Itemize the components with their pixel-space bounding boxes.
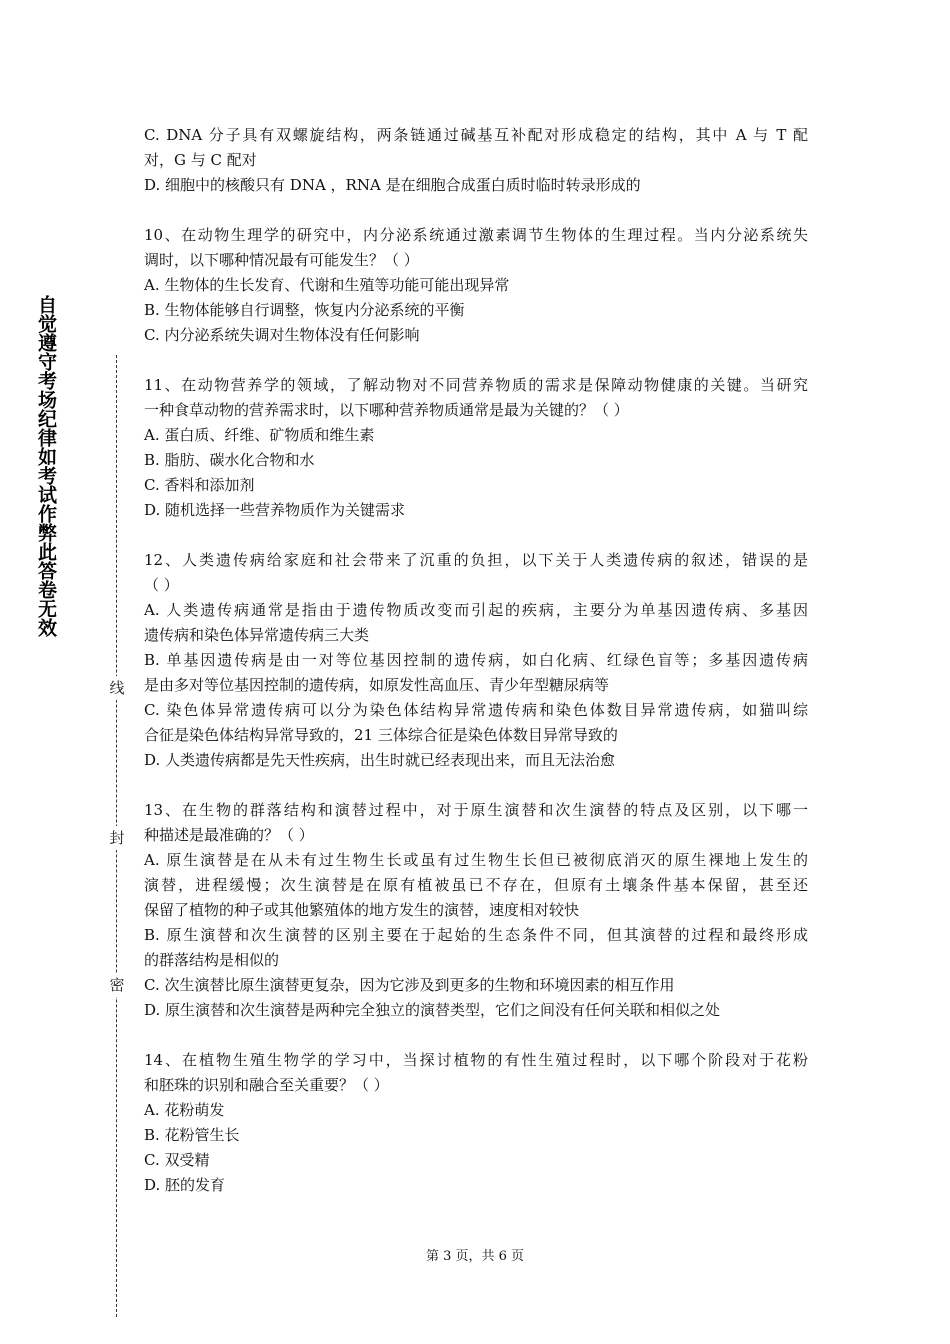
cut-label-seal: 封 [107,826,127,850]
option-c: C. 内分泌系统失调对生物体没有任何影响 [144,326,420,344]
option-a-cont: 遗传病和染色体异常遗传病三大类 [144,626,370,644]
option-b-cont: 的群落结构是相似的 [144,951,280,969]
question-stem: 11、在动物营养学的领域，了解动物对不同营养物质的需求是保障动物健康的关键。当研究 [144,376,808,394]
question-stem: 12、人类遗传病给家庭和社会带来了沉重的负担，以下关于人类遗传病的叙述，错误的是 [144,551,808,569]
question-14 [144,1048,808,1198]
question-stem-cont: 种描述是最准确的？（ ） [144,826,314,844]
option-b: B. 原生演替和次生演替的区别主要在于起始的生态条件不同，但其演替的过程和最终形成 [144,926,808,944]
option-a-cont: 演替，进程缓慢；次生演替是在原有植被虽已不存在，但原有土壤条件基本保留，甚至还 [144,876,808,894]
question-10 [144,223,808,348]
option-a: A. 人类遗传病通常是指由于遗传物质改变而引起的疾病，主要分为单基因遗传病、多基因 [144,601,808,619]
option-b: B. 生物体能够自行调整，恢复内分泌系统的平衡 [144,301,465,319]
option-b: B. 花粉管生长 [144,1126,240,1144]
option-d: D. 随机选择一些营养物质作为关键需求 [144,501,406,519]
option-c-cont: 对，G 与 C 配对 [144,151,257,169]
option-d: D. 人类遗传病都是先天性疾病，出生时就已经表现出来，而且无法治愈 [144,751,616,769]
question-9-continued [144,123,808,198]
question-stem: 14、在植物生殖生物学的学习中，当探讨植物的有性生殖过程时，以下哪个阶段对于花粉 [144,1051,808,1069]
question-stem-cont: （ ） [144,576,179,594]
page-number: 第 3 页，共 6 页 [425,1249,525,1264]
option-d: D. 原生演替和次生演替是两种完全独立的演替类型，它们之间没有任何关联和相似之处 [144,1001,721,1019]
option-a-cont-2: 保留了植物的种子或其他繁殖体的地方发生的演替，速度相对较快 [144,901,580,919]
option-b-cont: 是由多对等位基因控制的遗传病，如原发性高血压、青少年型糖尿病等 [144,676,610,694]
question-stem: 13、在生物的群落结构和演替过程中，对于原生演替和次生演替的特点及区别，以下哪一 [144,801,808,819]
exam-discipline-notice: 自觉遵守考场纪律如考试作弊此答卷无效 [35,295,57,637]
question-13 [144,798,808,1023]
cut-label-secret: 密 [107,973,127,997]
option-c: C. 香料和添加剂 [144,476,255,494]
question-stem-cont: 和胚珠的识别和融合至关重要？（ ） [144,1076,389,1094]
option-c: C. 染色体异常遗传病可以分为染色体结构异常遗传病和染色体数目异常遗传病，如猫叫综 [144,701,808,719]
question-11 [144,373,808,523]
option-c: C. 次生演替比原生演替更复杂，因为它涉及到更多的生物和环境因素的相互作用 [144,976,675,994]
option-a: A. 生物体的生长发育、代谢和生殖等功能可能出现异常 [144,276,510,294]
option-a: A. 蛋白质、纤维、矿物质和维生素 [144,426,375,444]
question-content [144,123,808,1198]
option-d: D. 细胞中的核酸只有 DNA ，RNA 是在细胞合成蛋白质时临时转录形成的 [144,176,641,194]
cut-label-line: 线 [107,676,127,700]
option-a: A. 原生演替是在从未有过生物生长或虽有过生物生长但已被彻底消灭的原生裸地上发生的 [144,851,808,869]
option-c: C. 双受精 [144,1151,210,1169]
option-c: C. DNA 分子具有双螺旋结构，两条链通过碱基互补配对形成稳定的结构，其中 A 与 T 配 [144,126,808,144]
question-stem: 10、在动物生理学的研究中，内分泌系统通过激素调节生物体的生理过程。当内分泌系统失 [144,226,808,244]
option-c-cont: 合征是染色体结构异常导致的，21 三体综合征是染色体数目异常导致的 [144,726,618,744]
question-stem-cont: 调时，以下哪种情况最有可能发生？（ ） [144,251,419,269]
option-b: B. 单基因遗传病是由一对等位基因控制的遗传病，如白化病、红绿色盲等；多基因遗传病 [144,651,808,669]
option-d: D. 胚的发育 [144,1176,226,1194]
question-12 [144,548,808,773]
option-a: A. 花粉萌发 [144,1101,225,1119]
option-b: B. 脂肪、碳水化合物和水 [144,451,315,469]
question-stem-cont: 一种食草动物的营养需求时，以下哪种营养物质通常是最为关键的？（ ） [144,401,629,419]
